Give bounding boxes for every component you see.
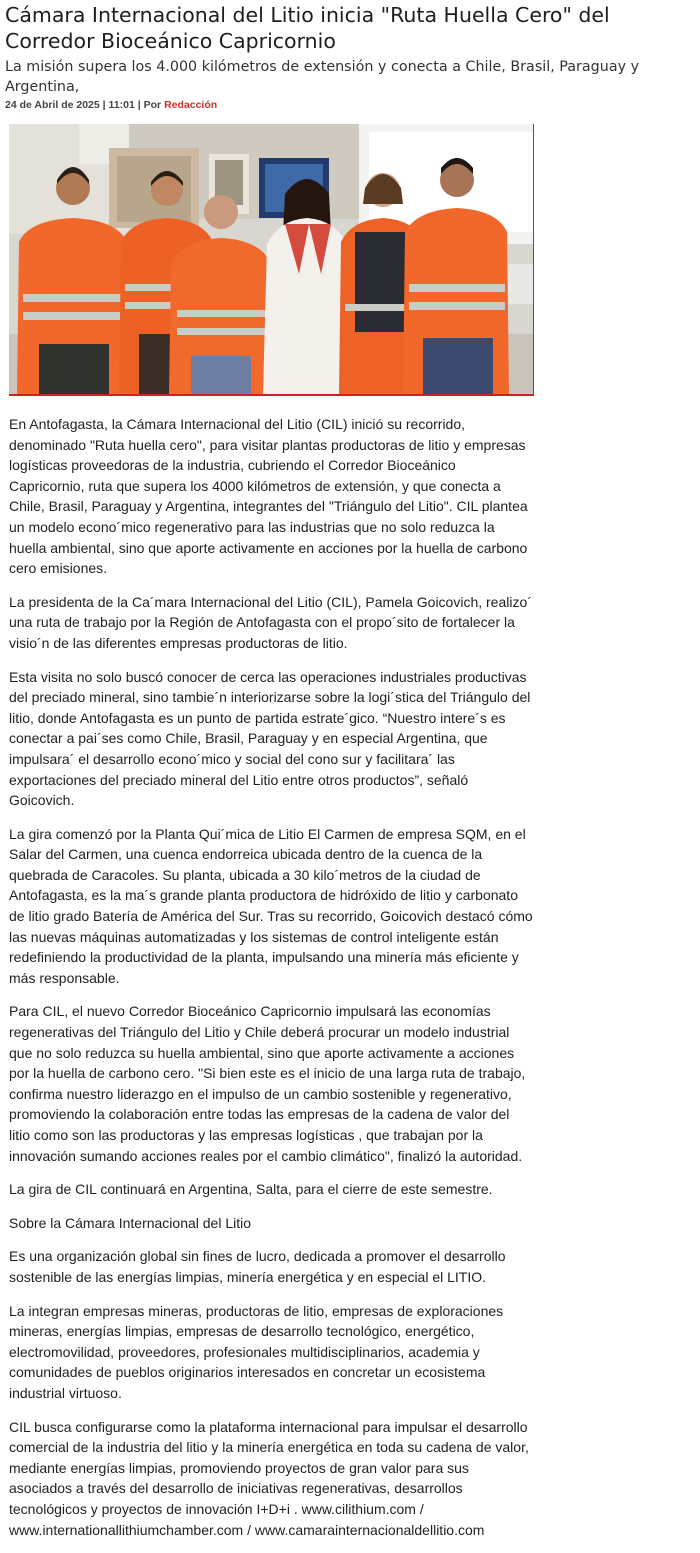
section-heading: Sobre la Cámara Internacional del Litio [9, 1214, 252, 1231]
paragraph: CIL busca configurarse como la plataforma internacional para impulsar el desarrollo comercial de la industria del litio y la minería energética en toda su cadena de valor, mediante energías limpias, promoviendo proyectos de gran valor para sus asociados a través del desarrollo de iniciativas regenerativas, desarrollos tecnológicos y proyectos de innovación I+D+i . www.cilithium.com / www.internationallithiumchamber.com / www.camarainternacionaldellitio.com [9, 1418, 529, 1538]
paragraph: La integran empresas mineras, productoras de litio, empresas de exploraciones mineras, energías limpias, empresas de desarrollo tecnológico, energético, electromovilidad, proveedores, profesionales multidisciplinarios, academia y comunidades de pueblos originarios interesados en concretar un ecosistema industrial virtuoso. [9, 1302, 504, 1401]
paragraph: La gira de CIL continuará en Argentina, Salta, para el cierre de este semestre. [9, 1181, 493, 1198]
meta-separator: | [137, 99, 141, 111]
publish-time: 11:01 [108, 99, 135, 111]
paragraph: La gira comenzó por la Planta Qui´mica de Litio El Carmen de empresa SQM, en el Salar del Carmen, una cuenca endorreica ubicada dentro de la cuenca de la quebrada de Caracoles. Su planta, ubicada a 30 kilo´metros de la ciudad de Antofagasta, es la ma´s grande planta productora de hidróxido de litio y carbonato de litio grado Batería de América del Sur. Tras su recorrido, Goicovich destacó cómo las nuevas máquinas automatizadas y los sistemas de control inteligente están redefiniendo la productividad de la planta, impulsando una minería más eficiente y más responsable. [9, 825, 533, 986]
meta-separator: | [102, 99, 106, 111]
group-photo-image [9, 124, 533, 394]
by-label: Por [143, 99, 162, 111]
paragraph: Para CIL, el nuevo Corredor Bioceánico Capricornio impulsará las economías regenerativas del Triángulo del Litio y Chile deberá procurar un modelo industrial que no solo reduzca su huella ambiental, sino que aporte activamente a acciones por la huella de carbono cero. "Si bien este es el inicio de una larga ruta de trabajo, confirma nuestro liderazgo en el impulso de un cambio sostenible y regenerativo, promoviendo la colaboración entre todas las empresas de la cadena de valor del litio como son las productoras y las empresas logísticas , que trabajan por la innovación sumando acciones reales por el cambio climático", finalizó la autoridad. [9, 1003, 526, 1164]
article-meta [5, 97, 217, 113]
article-subtitle: La misión supera los 4.000 kilómetros de extensión y conecta a Chile, Brasil, Paraguay y Argentina, [5, 59, 640, 95]
paragraph: Es una organización global sin fines de lucro, dedicada a promover el desarrollo sostenible de las energías limpias, minería energética y en especial el LITIO. [9, 1248, 506, 1285]
paragraph: La presidenta de la Ca´mara Internacional del Litio (CIL), Pamela Goicovich, realizo´ una ruta de trabajo por la Región de Antofagasta con el propo´sito de fortalecer la visio´n de las diferentes empresas productoras de litio. [9, 593, 532, 651]
article-photo [9, 124, 534, 396]
article-body [9, 414, 534, 1553]
paragraph: Esta visita no solo buscó conocer de cerca las operaciones industriales productivas del preciado mineral, sino tambie´n interiorizarse sobre la logi´stica del Triángulo del litio, donde Antofagasta es un punto de partida estrate´gico. “Nuestro intere´s es conectar a pai´ses como Chile, Brasil, Paraguay y en especial Argentina, que impulsara´ el desarrollo econo´mico y social del cono sur y facilitara´ las exportaciones del preciado mineral del Litio entre otros productos”, señaló Goicovich. [9, 668, 531, 809]
paragraph: En Antofagasta, la Cámara Internacional del Litio (CIL) inició su recorrido, denominado "Ruta huella cero", para visitar plantas productoras de litio y empresas logísticas proveedoras de la industria, cubriendo el Corredor Bioceánico Capricornio, ruta que supera los 4000 kilómetros de extensión, y que conecta a Chile, Brasil, Paraguay y Argentina, integrantes del "Triángulo del Litio". CIL plantea un modelo econo´mico regenerativo para las industrias que no solo reduzca la huella ambiental, sino que aporte activamente en acciones por la huella de carbono cero emisiones. [9, 416, 528, 577]
publish-date: 24 de Abril de 2025 [5, 99, 100, 111]
article-title: Cámara Internacional del Litio inicia "Ruta Huella Cero" del Corredor Bioceánico Capricornio [5, 3, 610, 53]
author-link[interactable]: Redacción [164, 99, 218, 111]
